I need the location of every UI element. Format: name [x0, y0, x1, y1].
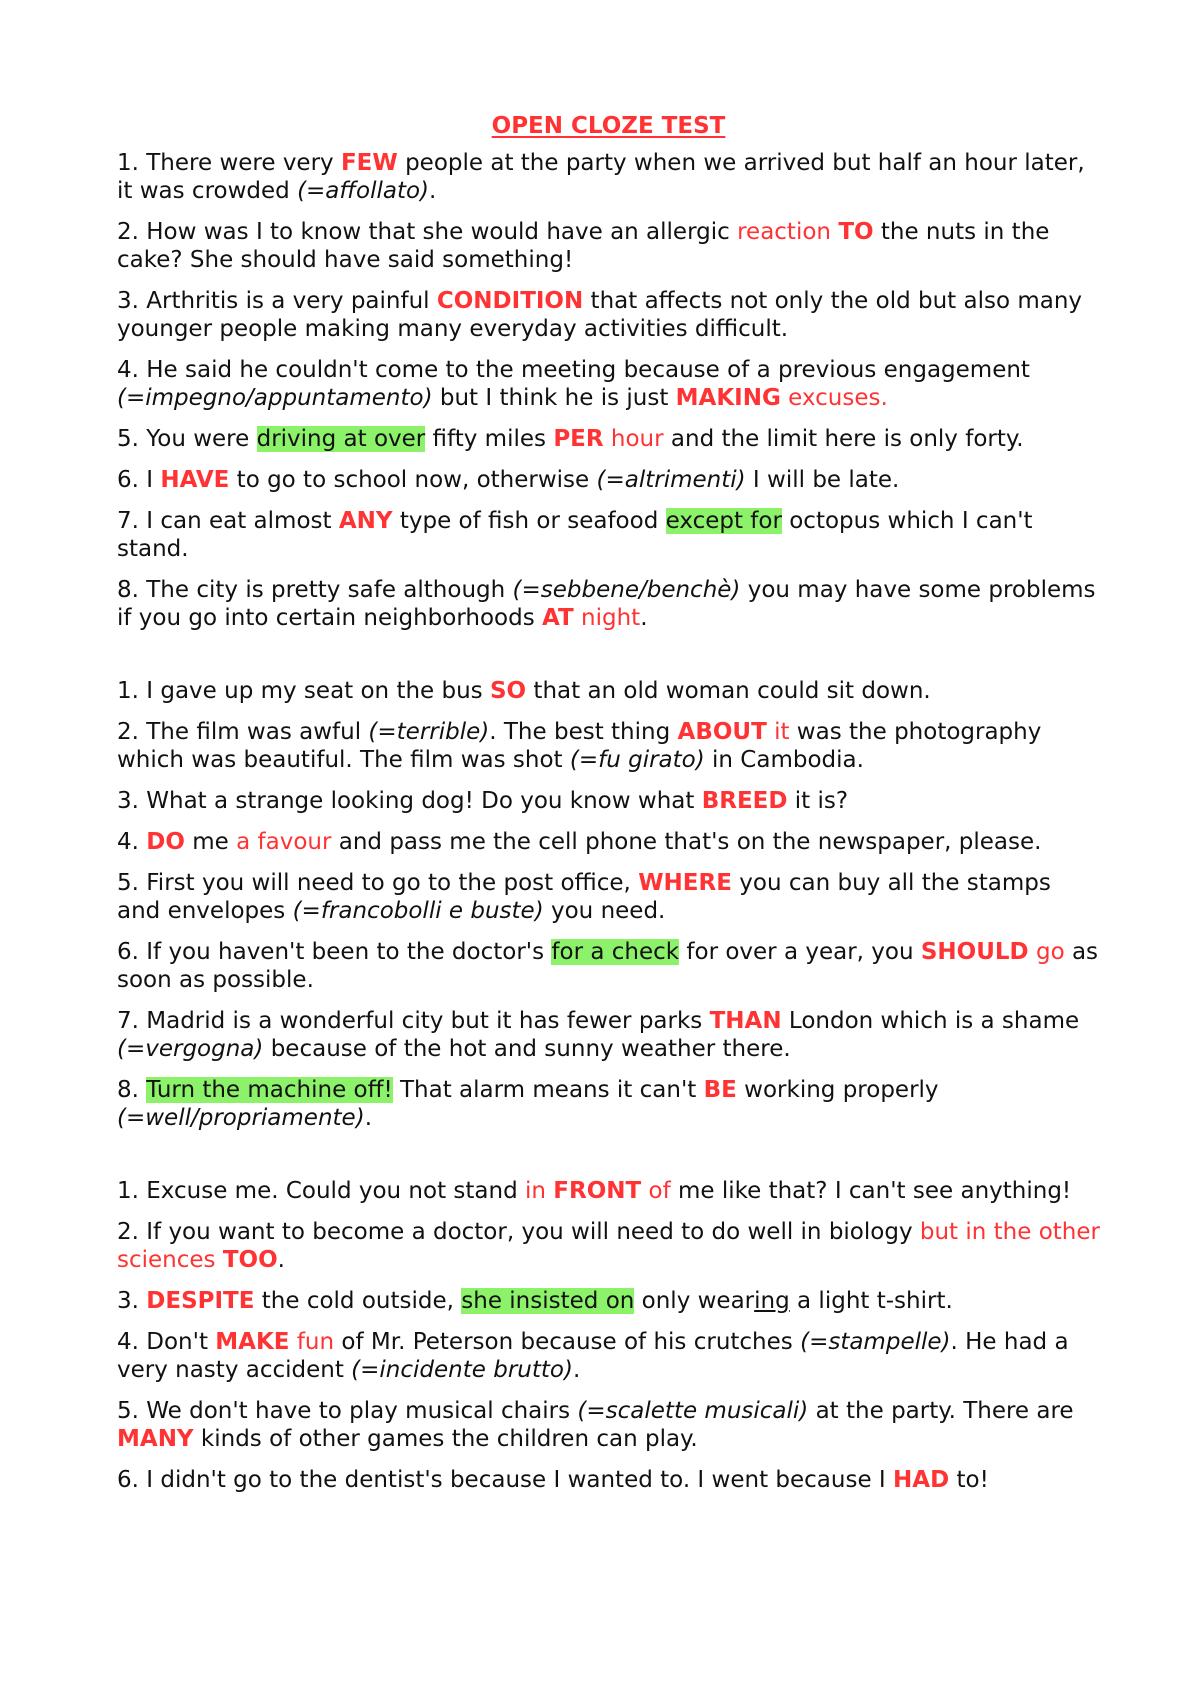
sentence-text: 1. There were very	[117, 150, 341, 176]
answer-word: THAN	[709, 1008, 782, 1034]
exercise-item	[117, 1397, 1100, 1453]
sentence-text: the nuts in the cake? She should have said something!	[117, 219, 1050, 273]
answer-word: ANY	[338, 508, 393, 534]
exercise-item	[117, 218, 1100, 274]
answer-word: MAKING	[675, 385, 781, 411]
sentence-text: to!	[949, 1467, 989, 1493]
answer-text: night	[581, 605, 641, 631]
answer-text: hour	[610, 426, 664, 452]
sentence-text: but I think he is just	[432, 385, 676, 411]
highlighted-text: driving at over	[256, 426, 426, 452]
answer-text: a favour	[236, 829, 332, 855]
sentence-text: I will be late.	[745, 467, 900, 493]
answer-word: DO	[146, 829, 185, 855]
sentence-text: a light t-shirt.	[789, 1288, 953, 1314]
sentence-text	[1029, 939, 1036, 965]
sentence-text: .	[429, 178, 437, 204]
answer-text: fun	[296, 1329, 335, 1355]
sentence-text: of Mr. Peterson because of his crutches	[334, 1329, 801, 1355]
exercise-item	[117, 1007, 1100, 1063]
exercise-item	[117, 149, 1100, 205]
answer-text: excuses.	[788, 385, 888, 411]
sentence-text: 2. If you want to become a doctor, you will need to do well in biology	[117, 1219, 920, 1245]
sentence-text	[574, 605, 581, 631]
sentence-text: for over a year, you	[679, 939, 921, 965]
sentence-text: London which is a shame	[781, 1008, 1080, 1034]
sentence-text	[604, 426, 611, 452]
exercise-item	[117, 938, 1100, 994]
sentence-text: at the party. There are	[808, 1398, 1074, 1424]
answer-text: go	[1035, 939, 1065, 965]
exercise-section-2	[117, 677, 1100, 1132]
sentence-text: that an old woman could sit down.	[526, 678, 931, 704]
sentence-text: 3. What a strange looking dog! Do you know what	[117, 788, 702, 814]
exercise-section-3	[117, 1177, 1100, 1494]
sentence-text: 2. How was I to know that she would have an allergic	[117, 219, 738, 245]
translation-gloss: (=vergogna)	[117, 1036, 264, 1062]
sentence-text: .	[277, 1247, 285, 1273]
sentence-text: 5. We don't have to play musical chairs	[117, 1398, 578, 1424]
exercise-item	[117, 425, 1100, 453]
exercise-item	[117, 507, 1100, 563]
answer-text: reaction	[737, 219, 831, 245]
sentence-text: 7. I can eat almost	[117, 508, 339, 534]
sentence-text: 1. Excuse me. Could you not stand	[117, 1178, 525, 1204]
sentence-text: 2. The film was awful	[117, 719, 369, 745]
answer-word: BREED	[701, 788, 788, 814]
highlighted-text: for a check	[551, 939, 680, 965]
exercise-item	[117, 1076, 1100, 1132]
exercise-item	[117, 1177, 1100, 1205]
sentence-text: me like that? I can't see anything!	[670, 1178, 1072, 1204]
sentence-text: and the limit here is only forty.	[663, 426, 1024, 452]
translation-gloss: (=impegno/appuntamento)	[117, 385, 433, 411]
sentence-text: you can buy all the stamps and envelopes	[117, 870, 1051, 924]
page-title: OPEN CLOZE TEST	[491, 113, 726, 139]
sentence-text: 5. First you will need to go to the post office,	[117, 870, 639, 896]
answer-word: CONDITION	[436, 288, 584, 314]
sentence-text: people at the party when we arrived but half an hour later, it was crowded	[117, 150, 1085, 204]
sentence-text: only wear	[634, 1288, 755, 1314]
sentence-text: 6. I didn't go to the dentist's because I wanted to. I went because I	[117, 1467, 894, 1493]
translation-gloss: (=francobolli e buste)	[292, 898, 544, 924]
sentence-text: type of fish or seafood	[392, 508, 666, 534]
sentence-text: you may have some problems if you go into certain neighborhoods	[117, 577, 1096, 631]
sentence-text: kinds of other games the children can play.	[193, 1426, 698, 1452]
exercise-item	[117, 1218, 1100, 1274]
answer-word: MANY	[117, 1426, 194, 1452]
sentence-text: . The best thing	[489, 719, 678, 745]
translation-gloss: (=scalette musicali)	[577, 1398, 809, 1424]
translation-gloss: (=fu girato)	[569, 747, 705, 773]
sentence-text: me	[184, 829, 237, 855]
exercise-item	[117, 718, 1100, 774]
answer-text: in	[524, 1178, 546, 1204]
exercise-item	[117, 466, 1100, 494]
sentence-text: in Cambodia.	[704, 747, 864, 773]
exercise-section-1	[117, 149, 1100, 632]
sentence-text: 4.	[117, 829, 147, 855]
answer-word: SO	[489, 678, 527, 704]
answer-word: AT	[542, 605, 574, 631]
exercise-item	[117, 1287, 1100, 1315]
sentence-text: 6. If you haven't been to the doctor's	[117, 939, 552, 965]
exercise-sections	[117, 149, 1100, 1494]
answer-word: BE	[703, 1077, 737, 1103]
exercise-item	[117, 869, 1100, 925]
sentence-text: 3. Arthritis is a very painful	[117, 288, 437, 314]
answer-word: TOO	[222, 1247, 278, 1273]
translation-gloss: (=stampelle)	[800, 1329, 951, 1355]
answer-word: FEW	[340, 150, 398, 176]
sentence-text: 8. The city is pretty safe although	[117, 577, 513, 603]
answer-word: PER	[553, 426, 604, 452]
sentence-text: octopus which I can't stand.	[117, 508, 1033, 562]
sentence-text: 3.	[117, 1288, 147, 1314]
exercise-item	[117, 576, 1100, 632]
sentence-text	[216, 1247, 223, 1273]
highlighted-text: except for	[665, 508, 782, 534]
sentence-text: 1. I gave up my seat on the bus	[117, 678, 490, 704]
exercise-item	[117, 677, 1100, 705]
exercise-item	[117, 356, 1100, 412]
sentence-text: .	[364, 1105, 372, 1131]
translation-gloss: (=well/propriamente)	[117, 1105, 365, 1131]
translation-gloss: (=altrimenti)	[596, 467, 746, 493]
exercise-item	[117, 828, 1100, 856]
exercise-item	[117, 787, 1100, 815]
sentence-text: 5. You were	[117, 426, 257, 452]
translation-gloss: (=incidente brutto)	[351, 1357, 573, 1383]
answer-word: WHERE	[638, 870, 732, 896]
sentence-text: working properly	[736, 1077, 939, 1103]
sentence-text: That alarm means it can't	[392, 1077, 704, 1103]
exercise-item	[117, 1328, 1100, 1384]
translation-gloss: (=terrible)	[368, 719, 490, 745]
sentence-text: because of the hot and sunny weather there.	[263, 1036, 791, 1062]
sentence-text: the cold outside,	[254, 1288, 462, 1314]
sentence-text: you need.	[543, 898, 666, 924]
sentence-text: .	[572, 1357, 581, 1383]
sentence-text: 7. Madrid is a wonderful city but it has fewer parks	[117, 1008, 710, 1034]
sentence-text	[290, 1329, 297, 1355]
answer-word: SHOULD	[920, 939, 1029, 965]
sentence-text: was the photography which was beautiful. The film was shot	[117, 719, 1042, 773]
sentence-text: that affects not only the old but also many younger people making many everyday activities difficult.	[117, 288, 1083, 342]
sentence-text: fifty miles	[425, 426, 554, 452]
sentence-text: it is?	[787, 788, 849, 814]
sentence-text: to go to school now, otherwise	[229, 467, 597, 493]
answer-word: HAVE	[160, 467, 230, 493]
answer-word: TO	[838, 219, 874, 245]
answer-text: of	[648, 1178, 671, 1204]
answer-word: MAKE	[215, 1329, 290, 1355]
sentence-text: 6. I	[117, 467, 161, 493]
sentence-text: .	[640, 605, 648, 631]
translation-gloss: (=sebbene/benchè)	[512, 577, 741, 603]
sentence-text: 8.	[117, 1077, 147, 1103]
exercise-item	[117, 1466, 1100, 1494]
highlighted-text: she insisted on	[461, 1288, 635, 1314]
answer-word: DESPITE	[146, 1288, 255, 1314]
highlighted-text: Turn the machine off!	[146, 1077, 393, 1103]
answer-text: but in the other sciences	[117, 1219, 1100, 1273]
sentence-text	[641, 1178, 648, 1204]
answer-word: HAD	[893, 1467, 950, 1493]
exercise-item	[117, 287, 1100, 343]
sentence-text	[767, 719, 774, 745]
sentence-text: . He had a very nasty accident	[117, 1329, 1069, 1383]
sentence-text: and pass me the cell phone that's on the newspaper, please.	[331, 829, 1042, 855]
sentence-text: 4. Don't	[117, 1329, 216, 1355]
answer-text: it	[774, 719, 790, 745]
answer-word: ABOUT	[677, 719, 767, 745]
sentence-text: as soon as possible.	[117, 939, 1099, 993]
underlined-text: ing	[754, 1288, 790, 1314]
sentence-text: 4. He said he couldn't come to the meeting because of a previous engagement	[117, 357, 1030, 383]
translation-gloss: (=affollato)	[297, 178, 430, 204]
answer-word: FRONT	[553, 1178, 642, 1204]
